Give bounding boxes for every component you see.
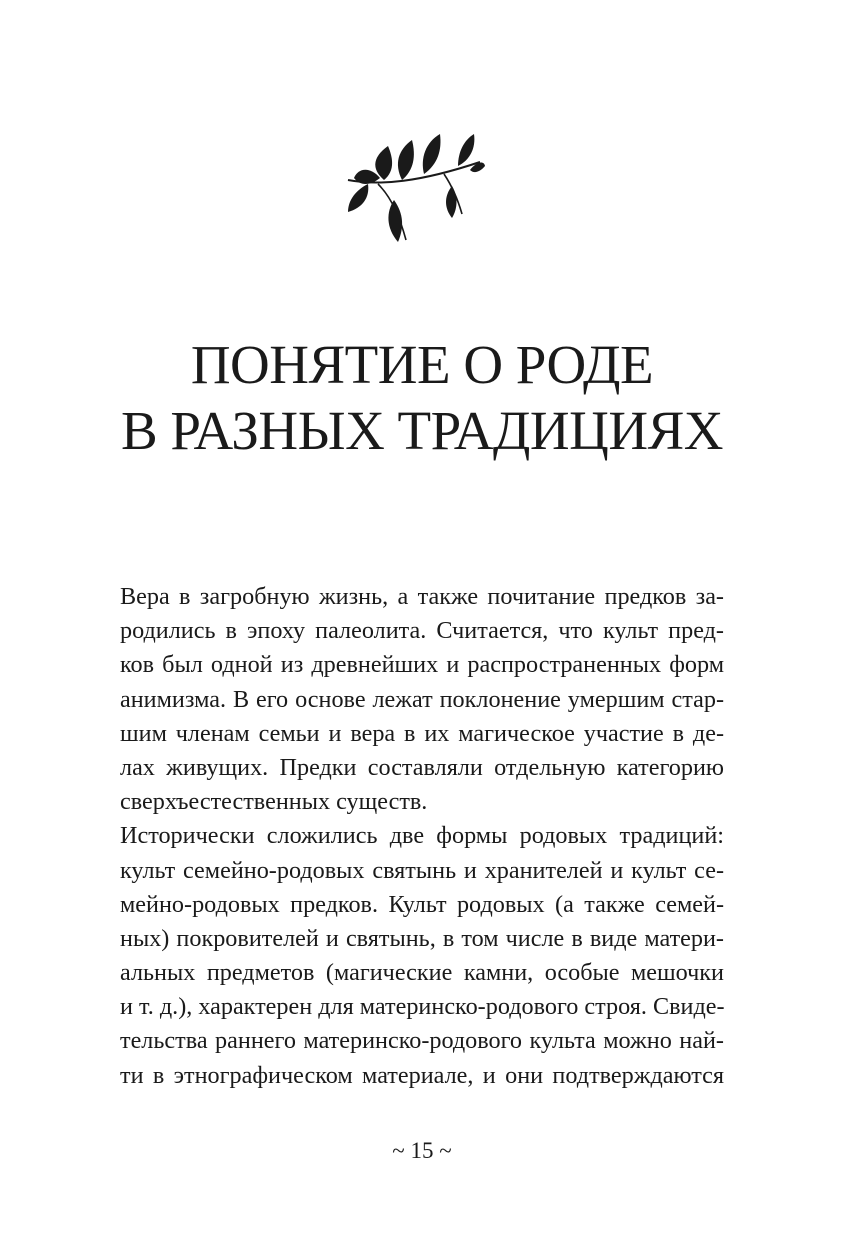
text-line: ти в этнографическом материале, и они подтверждаются xyxy=(120,1061,724,1089)
text-line: и т. д.), характерен для материнско-родового строя. Свиде- xyxy=(120,993,725,1021)
text-line: альных предметов (магические камни, особые мешочки xyxy=(120,959,724,987)
text-line-content: Исторически сложились две формы родовых традиций: xyxy=(120,822,724,850)
text-line: тельства раннего материнско-родового культа можно най- xyxy=(120,1027,724,1055)
body-text xyxy=(120,580,724,1093)
leaf-branch-icon xyxy=(340,128,485,246)
text-line xyxy=(120,819,724,853)
text-line: шим членам семьи и вера в их магическое участие в де- xyxy=(120,719,724,747)
text-line: культ семейно-родовых святынь и хранителей и культ се- xyxy=(120,856,724,884)
paragraph xyxy=(120,819,724,1093)
text-line: ных) покровителей и святынь, в том числе в виде матери- xyxy=(120,924,724,952)
text-line: лах живущих. Предки составляли отдельную категорию xyxy=(120,753,724,781)
paragraph xyxy=(120,580,724,819)
text-line: Вера в загробную жизнь, а также почитание предков за- xyxy=(120,583,724,610)
text-line: ков был одной из древнейших и распространенных форм xyxy=(120,651,724,679)
chapter-title-line-2: В РАЗНЫХ ТРАДИЦИЯХ xyxy=(121,400,723,461)
text-line: анимизма. В его основе лежат поклонение умершим стар- xyxy=(120,685,724,713)
text-line: родились в эпоху палеолита. Считается, что культ пред- xyxy=(120,617,724,645)
chapter-title-line-1: ПОНЯТИЕ О РОДЕ xyxy=(190,334,654,395)
text-line: мейно-родовых предков. Культ родовых (а также семей- xyxy=(120,890,724,918)
page-number: ~ 15 ~ xyxy=(392,1138,452,1163)
chapter-title xyxy=(0,332,844,464)
text-line: сверхъестественных существ. xyxy=(120,788,428,816)
